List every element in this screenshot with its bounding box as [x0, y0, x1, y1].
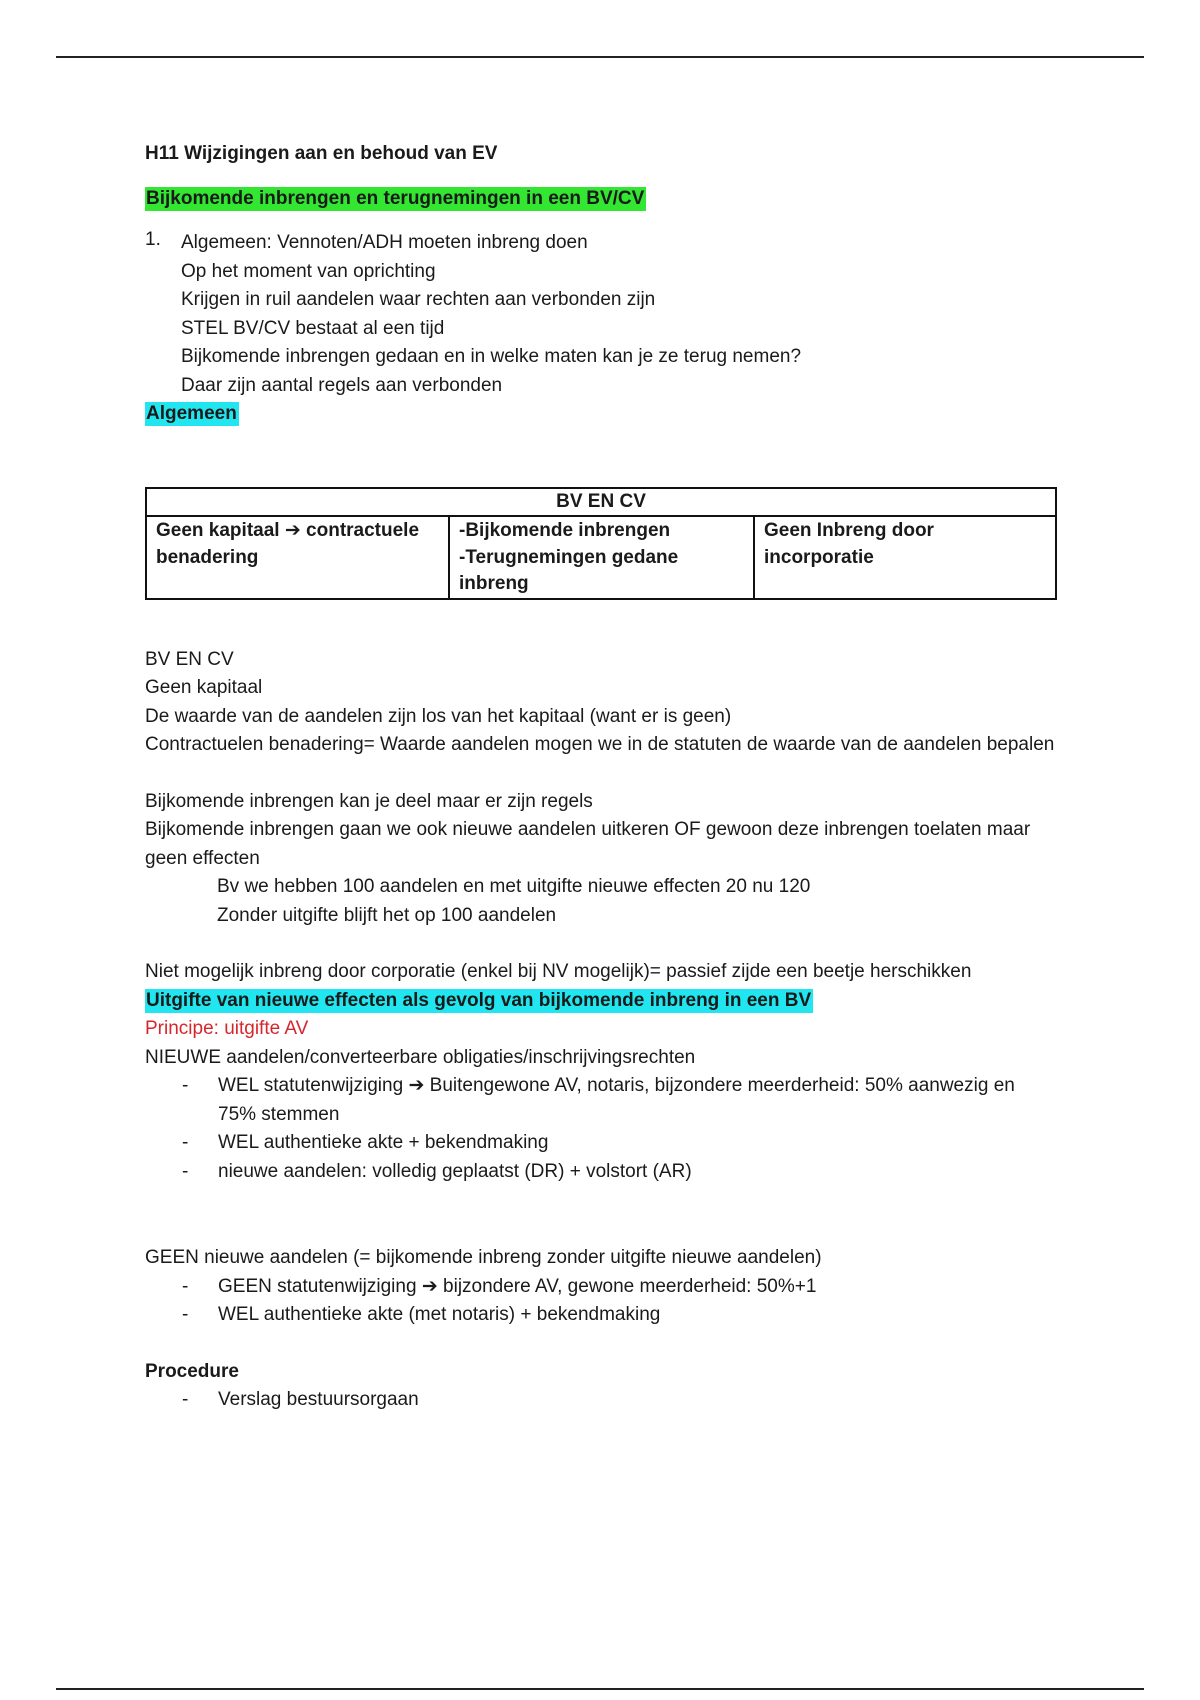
- table-cell-inbrengen: [449, 516, 754, 599]
- list-item: [182, 1129, 1057, 1158]
- document-page: [145, 140, 1057, 1415]
- cell-text: contractuele benadering: [156, 520, 420, 568]
- dash-bullet-icon: -: [182, 1132, 189, 1153]
- dash-bullet-icon: -: [182, 1304, 189, 1325]
- paragraph-line: Bijkomende inbrengen kan je deel maar er zijn regels: [145, 790, 593, 812]
- chapter-heading: H11 Wijzigingen aan en behoud van EV: [145, 143, 498, 164]
- bullet-text: GEEN statutenwijziging: [218, 1275, 417, 1297]
- table-cell-kapitaal: [146, 516, 449, 599]
- cyan-section-heading: Uitgifte van nieuwe effecten als gevolg van bijkomende inbreng in een BV: [146, 989, 812, 1011]
- example-line: Bv we hebben 100 aandelen en met uitgifte nieuwe effecten 20 nu 120: [217, 876, 811, 897]
- paragraph-line: De waarde van de aandelen zijn los van het kapitaal (want er is geen): [145, 705, 732, 727]
- list-number: 1.: [145, 229, 161, 250]
- arrow-right-icon: ➔: [421, 1275, 438, 1297]
- geen-bullet-list: [145, 1273, 1057, 1330]
- bullet-text: WEL authentieke akte (met notaris) + bekendmaking: [218, 1304, 661, 1325]
- bullet-text: bijzondere AV, gewone meerderheid: 50%+1: [443, 1275, 817, 1297]
- nieuwe-bullet-list: [145, 1072, 1057, 1186]
- cell-text: Geen Inbreng door incorporatie: [764, 520, 934, 568]
- bullet-text: nieuwe aandelen: volledig geplaatst (DR) + volstort (AR): [218, 1160, 692, 1182]
- arrow-right-icon: ➔: [408, 1075, 425, 1096]
- list-line: Algemeen: Vennoten/ADH moeten inbreng doen: [181, 232, 588, 253]
- table-cell-incorporatie: [754, 516, 1056, 599]
- nieuwe-title: NIEUWE aandelen/converteerbare obligaties/inschrijvingsrechten: [145, 1046, 696, 1068]
- example-line: Zonder uitgifte blijft het op 100 aandelen: [217, 904, 557, 926]
- paragraph-line: Niet mogelijk inbreng door corporatie (enkel bij NV mogelijk)= passief zijde een beetje herschikken: [145, 961, 972, 982]
- list-item: [182, 1386, 1057, 1415]
- paragraph-line: Contractuelen benadering= Waarde aandelen mogen we in de statuten de waarde van de aandelen bepalen: [145, 734, 1055, 755]
- top-rule: [56, 56, 1144, 58]
- dash-bullet-icon: -: [182, 1389, 189, 1410]
- numbered-list: [145, 229, 1057, 400]
- bottom-rule: [56, 1688, 1144, 1690]
- list-line: Daar zijn aantal regels aan verbonden: [181, 374, 503, 396]
- paragraph-line: Bijkomende inbrengen gaan we ook nieuwe aandelen uitkeren OF gewoon deze inbrengen toelaten maar geen effecten: [145, 819, 1031, 869]
- green-section-heading: Bijkomende inbrengen en terugnemingen in een BV/CV: [146, 187, 645, 209]
- list-item: [182, 1273, 1057, 1302]
- bullet-text: Verslag bestuursorgaan: [218, 1389, 419, 1410]
- list-line: Bijkomende inbrengen gedaan en in welke maten kan je ze terug nemen?: [181, 346, 802, 367]
- bullet-text: Buitengewone AV, notaris, bijzondere meerderheid: 50% aanwezig en 75% stemmen: [218, 1075, 1015, 1125]
- dash-bullet-icon: -: [182, 1275, 189, 1297]
- list-item: [182, 1072, 1057, 1129]
- principe-line: Principe: uitgifte AV: [145, 1018, 309, 1039]
- procedure-title: Procedure: [145, 1360, 239, 1382]
- dash-bullet-icon: -: [182, 1160, 189, 1182]
- arrow-right-icon: ➔: [284, 520, 301, 541]
- geen-title: GEEN nieuwe aandelen (= bijkomende inbreng zonder uitgifte nieuwe aandelen): [145, 1247, 822, 1268]
- paragraph-line: Geen kapitaal: [145, 677, 263, 698]
- cell-text: -Terugnemingen gedane inbreng: [459, 546, 679, 594]
- dash-bullet-icon: -: [182, 1075, 189, 1096]
- table-header: BV EN CV: [146, 488, 1056, 517]
- algemeen-label: Algemeen: [146, 403, 237, 424]
- cell-text: -Bijkomende inbrengen: [459, 520, 671, 541]
- list-line: STEL BV/CV bestaat al een tijd: [181, 317, 445, 339]
- list-line: Op het moment van oprichting: [181, 260, 436, 282]
- bv-cv-table: [145, 487, 1057, 600]
- list-line: Krijgen in ruil aandelen waar rechten aan verbonden zijn: [181, 289, 656, 310]
- procedure-bullet-list: [145, 1386, 1057, 1415]
- cell-text: Geen kapitaal: [156, 520, 280, 541]
- list-item: [182, 1301, 1057, 1330]
- list-item: [182, 1158, 1057, 1187]
- bullet-text: WEL statutenwijziging: [218, 1075, 404, 1096]
- paragraph-line: BV EN CV: [145, 648, 234, 670]
- bullet-text: WEL authentieke akte + bekendmaking: [218, 1132, 549, 1153]
